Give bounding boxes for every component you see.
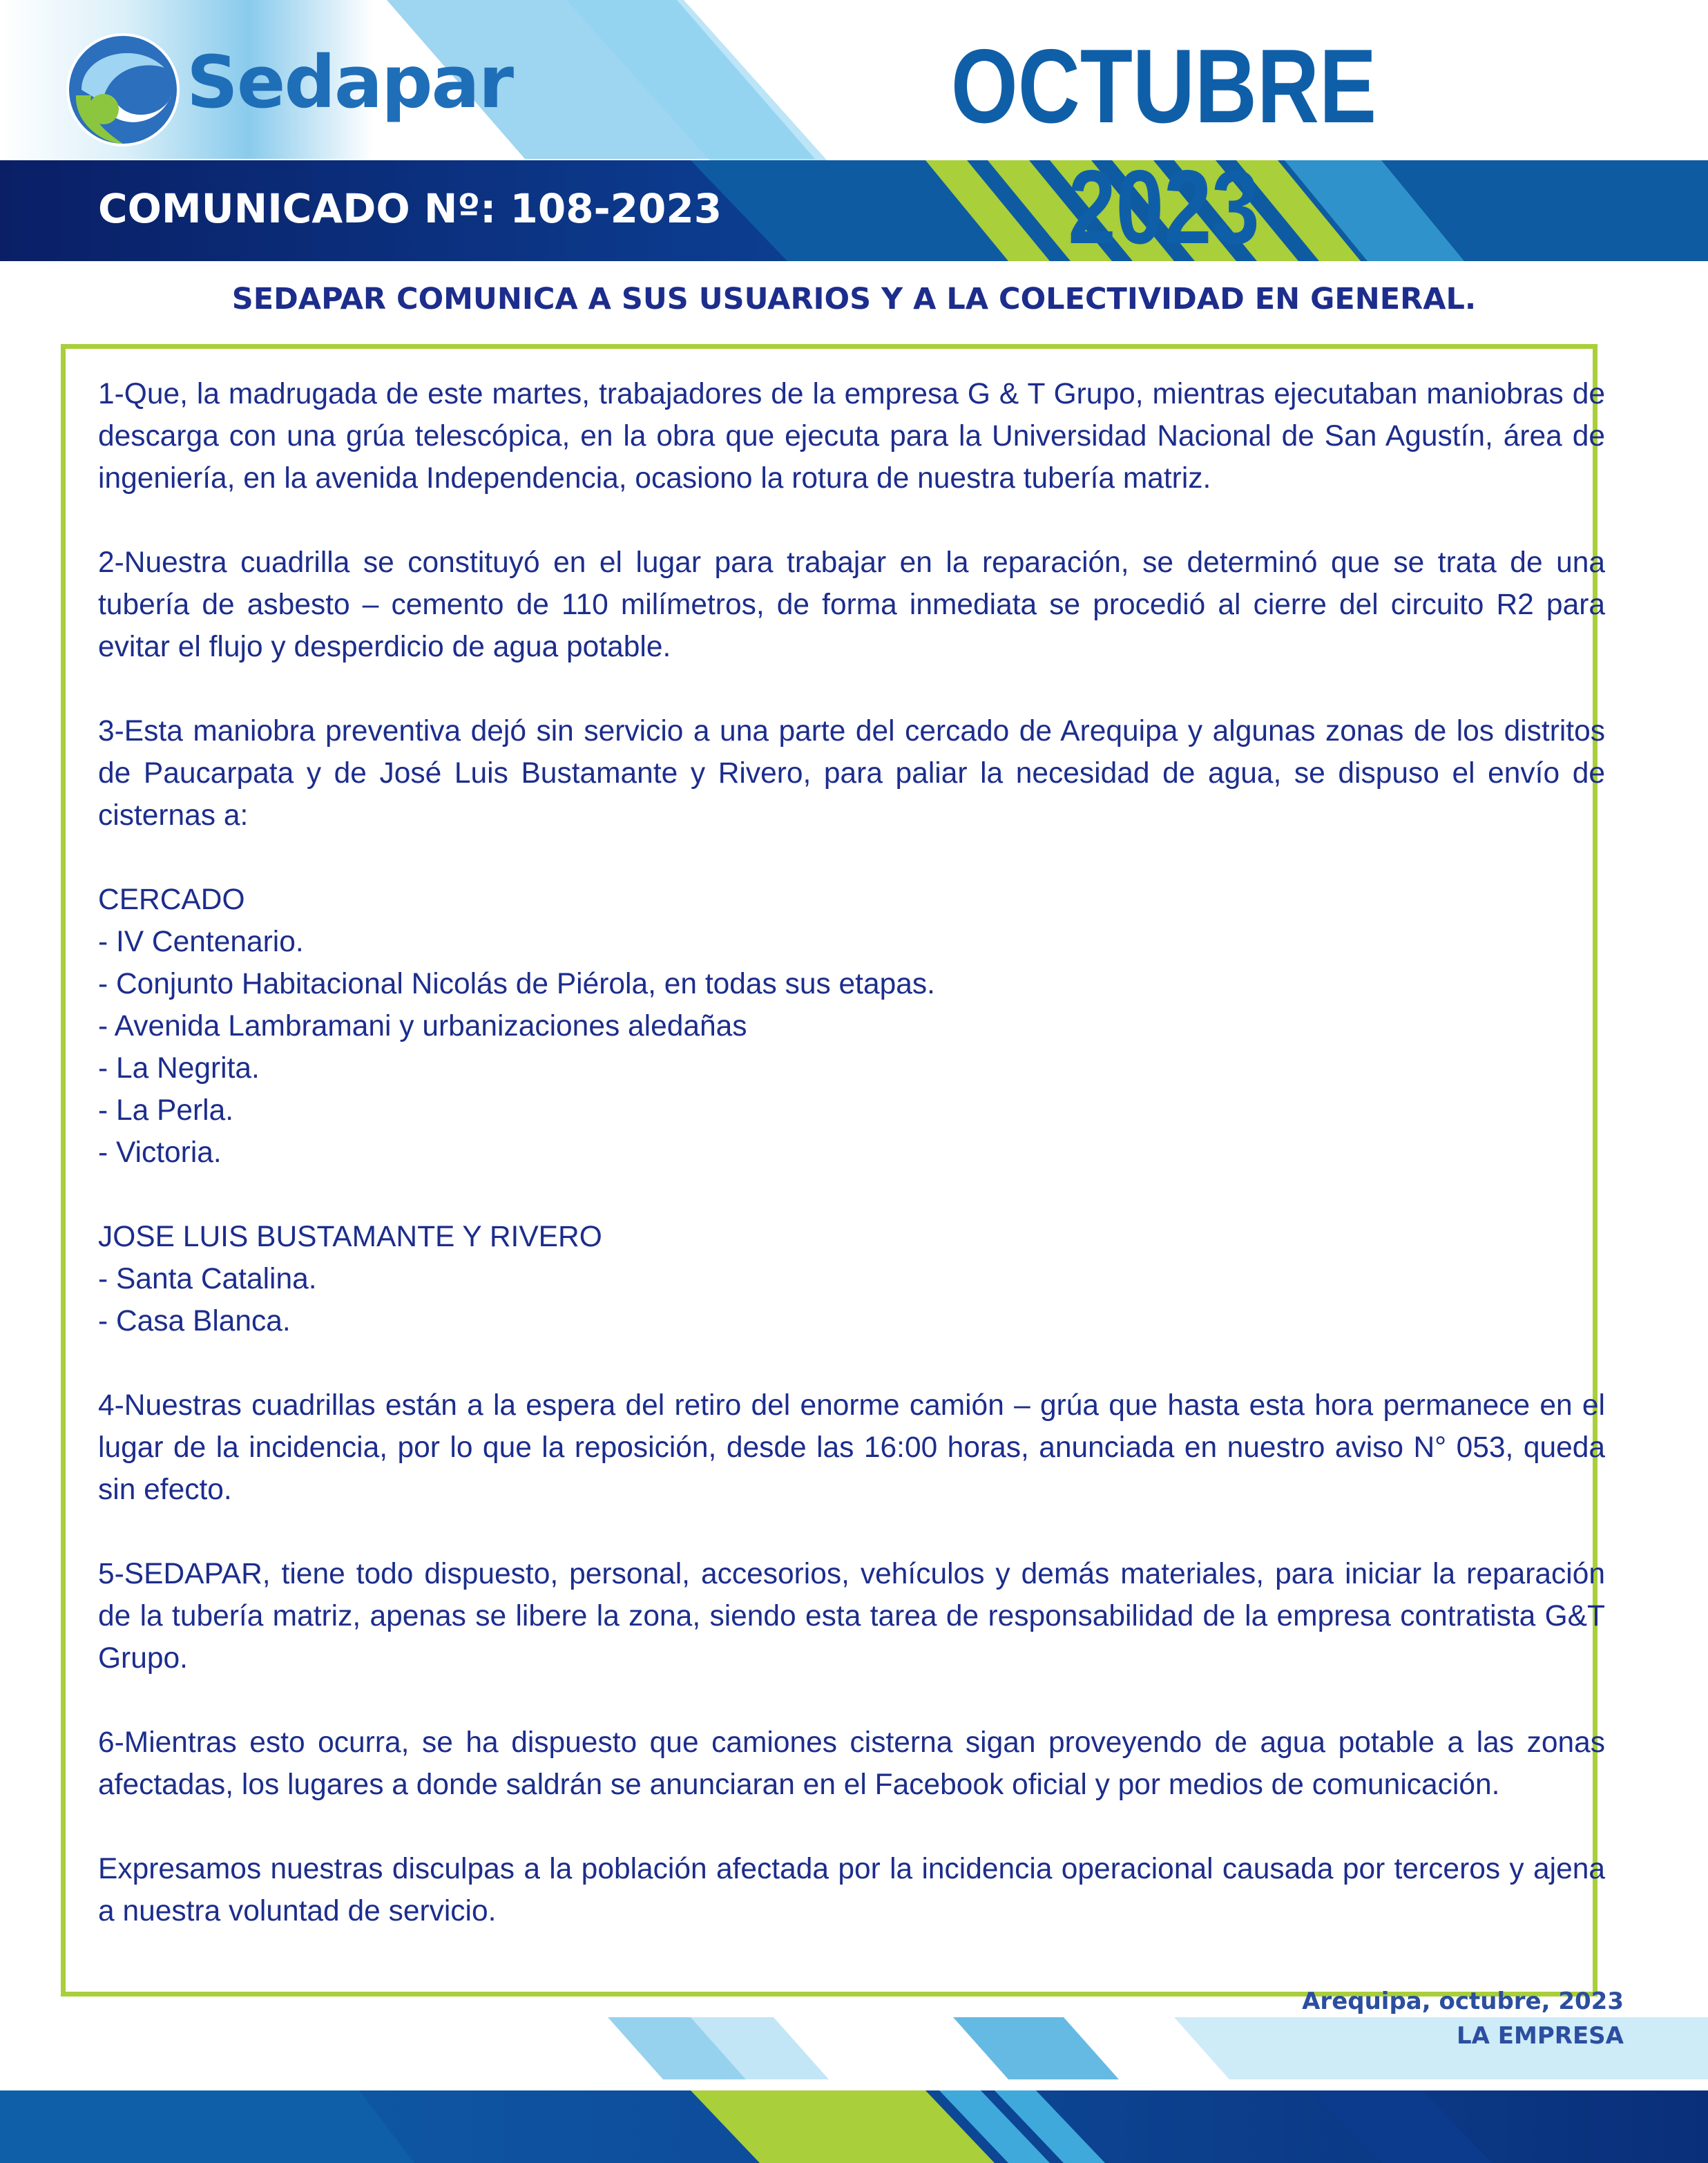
paragraph-4: 4-Nuestras cuadrillas están a la espera del retiro del enorme camión – grúa que hasta esta hora permanece en el lugar de la incidencia, por lo que la reposición, desde las 16:00 horas, anunciada en nuestro aviso N° 053, queda sin efecto.: [98, 1389, 1605, 1506]
list-item: - Santa Catalina.: [98, 1263, 317, 1295]
month-title: OCTUBRE 2023: [950, 28, 1377, 266]
list-item: - Victoria.: [98, 1136, 222, 1169]
paragraph-3: 3-Esta maniobra preventiva dejó sin servicio a una parte del cercado de Arequipa y algunas zonas de los distritos de Paucarpata y de José Luis Bustamante y Rivero, para paliar la necesidad de agua, se dispuso el envío de cisternas a:: [98, 715, 1605, 832]
jlbr-title: JOSE LUIS BUSTAMANTE Y RIVERO: [98, 1221, 602, 1253]
list-item: - Avenida Lambramani y urbanizaciones aledañas: [98, 1010, 747, 1042]
paragraph-5: 5-SEDAPAR, tiene todo dispuesto, personal, accesorios, vehículos y demás materiales, para iniciar la reparación de la tubería matriz, apenas se libere la zona, siendo esta tarea de responsabilidad de la empresa contratista G&T Grupo.: [98, 1558, 1605, 1675]
headline: SEDAPAR COMUNICA A SUS USUARIOS Y A LA COLECTIVIDAD EN GENERAL.: [231, 282, 1477, 316]
comunicado-number: COMUNICADO Nº: 108-2023: [98, 185, 722, 232]
list-item: - La Negrita.: [98, 1052, 260, 1085]
list-item: - Conjunto Habitacional Nicolás de Piérola, en todas sus etapas.: [98, 968, 935, 1000]
cercado-title: CERCADO: [98, 884, 245, 916]
paragraph-1: 1-Que, la madrugada de este martes, trabajadores de la empresa G & T Grupo, mientras ejecutaban maniobras de descarga con una grúa telescópica, en la obra que ejecuta para la Universidad Nacional de San Agustín, área de ingeniería, en la avenida Independencia, ocasiono la rotura de nuestra tubería matriz.: [98, 378, 1605, 495]
list-item: - Casa Blanca.: [98, 1305, 291, 1337]
paragraph-2: 2-Nuestra cuadrilla se constituyó en el lugar para trabajar en la reparación, se determinó que se trata de una tubería de asbesto – cemento de 110 milímetros, de forma inmediata se procedió al cierre del circuito R2 para evitar el flujo y desperdicio de agua potable.: [98, 546, 1605, 663]
list-item: - IV Centenario.: [98, 926, 304, 958]
place-date: Arequipa, octubre, 2023: [1302, 1988, 1624, 2015]
cercado-list: [98, 879, 1605, 1174]
signature-org: LA EMPRESA: [1456, 2022, 1624, 2050]
brand-name: Sedapar: [186, 40, 512, 124]
list-item: - La Perla.: [98, 1094, 234, 1127]
water-drop-icon: [61, 26, 185, 151]
document-body: [98, 373, 1605, 1974]
signature: [1302, 1984, 1624, 2053]
closing-paragraph: Expresamos nuestras disculpas a la población afectada por la incidencia operacional causada por terceros y ajena a nuestra voluntad de servicio.: [98, 1853, 1605, 1927]
jlbr-list: [98, 1216, 1605, 1342]
paragraph-6: 6-Mientras esto ocurra, se ha dispuesto que camiones cisterna sigan proveyendo de agua potable a las zonas afectadas, los lugares a donde saldrán se anunciaran en el Facebook oficial y por medios de comunicación.: [98, 1726, 1605, 1801]
